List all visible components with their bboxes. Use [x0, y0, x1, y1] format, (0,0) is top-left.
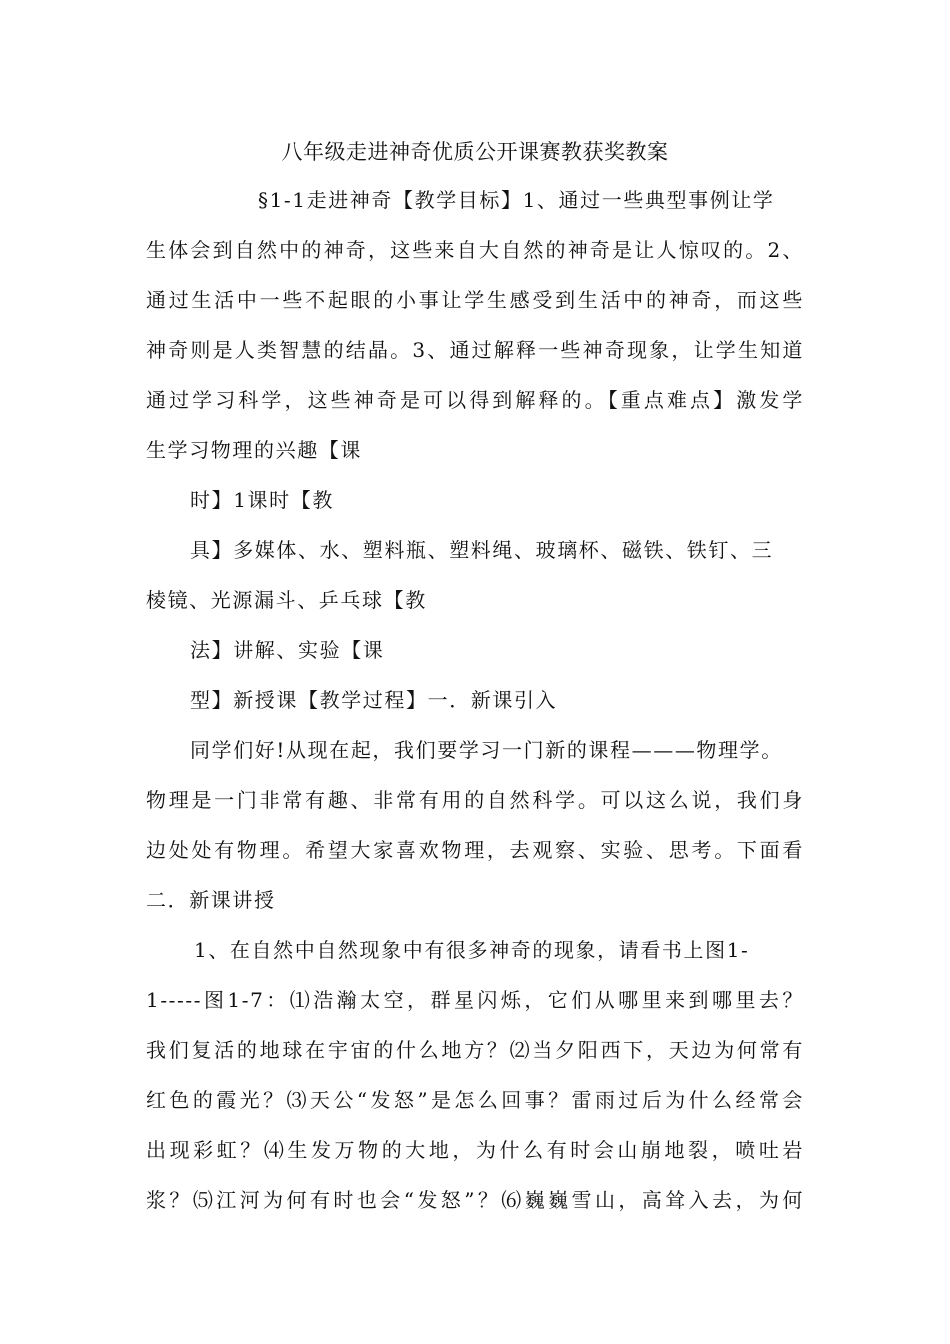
text-line-2: 生体会到自然中的神奇，这些来自大自然的神奇是让人惊叹的。2、: [146, 238, 804, 262]
text-line-16: 1、在自然中自然现象中有很多神奇的现象，请看书上图1-: [194, 938, 750, 962]
text-line-7: 时】1课时【教: [190, 488, 334, 512]
text-line-20: 出现彩虹？⑷生发万物的大地，为什么有时会山崩地裂，喷吐岩: [146, 1138, 804, 1162]
text-line-14: 边处处有物理。希望大家喜欢物理，去观察、实验、思考。下面看: [146, 838, 804, 862]
text-line-9: 棱镜、光源漏斗、乒乓球【教: [146, 588, 427, 612]
text-line-1: §1-1走进神奇【教学目标】1、通过一些典型事例让学: [258, 188, 775, 212]
text-line-18: 我们复活的地球在宇宙的什么地方？⑵当夕阳西下，天边为何常有: [146, 1038, 804, 1062]
text-line-12: 同学们好!从现在起，我们要学习一门新的课程———物理学。: [190, 738, 783, 762]
text-line-8: 具】多媒体、水、塑料瓶、塑料绳、玻璃杯、磁铁、铁钉、三: [190, 538, 774, 562]
text-line-6: 生学习物理的兴趣【课: [146, 438, 362, 462]
text-line-17: 1-----图1-7：⑴浩瀚太空，群星闪烁，它们从哪里来到哪里去？: [146, 988, 804, 1012]
text-line-19: 红色的霞光？⑶天公“发怒”是怎么回事？雷雨过后为什么经常会: [146, 1088, 804, 1112]
document-title: 八年级走进神奇优质公开课赛教获奖教案: [281, 140, 669, 164]
text-line-15: 二．新课讲授: [146, 888, 276, 912]
text-line-3: 通过生活中一些不起眼的小事让学生感受到生活中的神奇，而这些: [146, 288, 804, 312]
text-line-10: 法】讲解、实验【课: [190, 638, 385, 662]
text-line-11: 型】新授课【教学过程】一．新课引入: [190, 688, 558, 712]
text-line-4: 神奇则是人类智慧的结晶。3、通过解释一些神奇现象，让学生知道: [146, 338, 804, 362]
text-line-5: 通过学习科学，这些神奇是可以得到解释的。【重点难点】激发学: [146, 388, 804, 412]
text-line-21: 浆？⑸江河为何有时也会“发怒”？⑹巍巍雪山，高耸入去，为何: [146, 1188, 804, 1212]
text-line-13: 物理是一门非常有趣、非常有用的自然科学。可以这么说，我们身: [146, 788, 804, 812]
